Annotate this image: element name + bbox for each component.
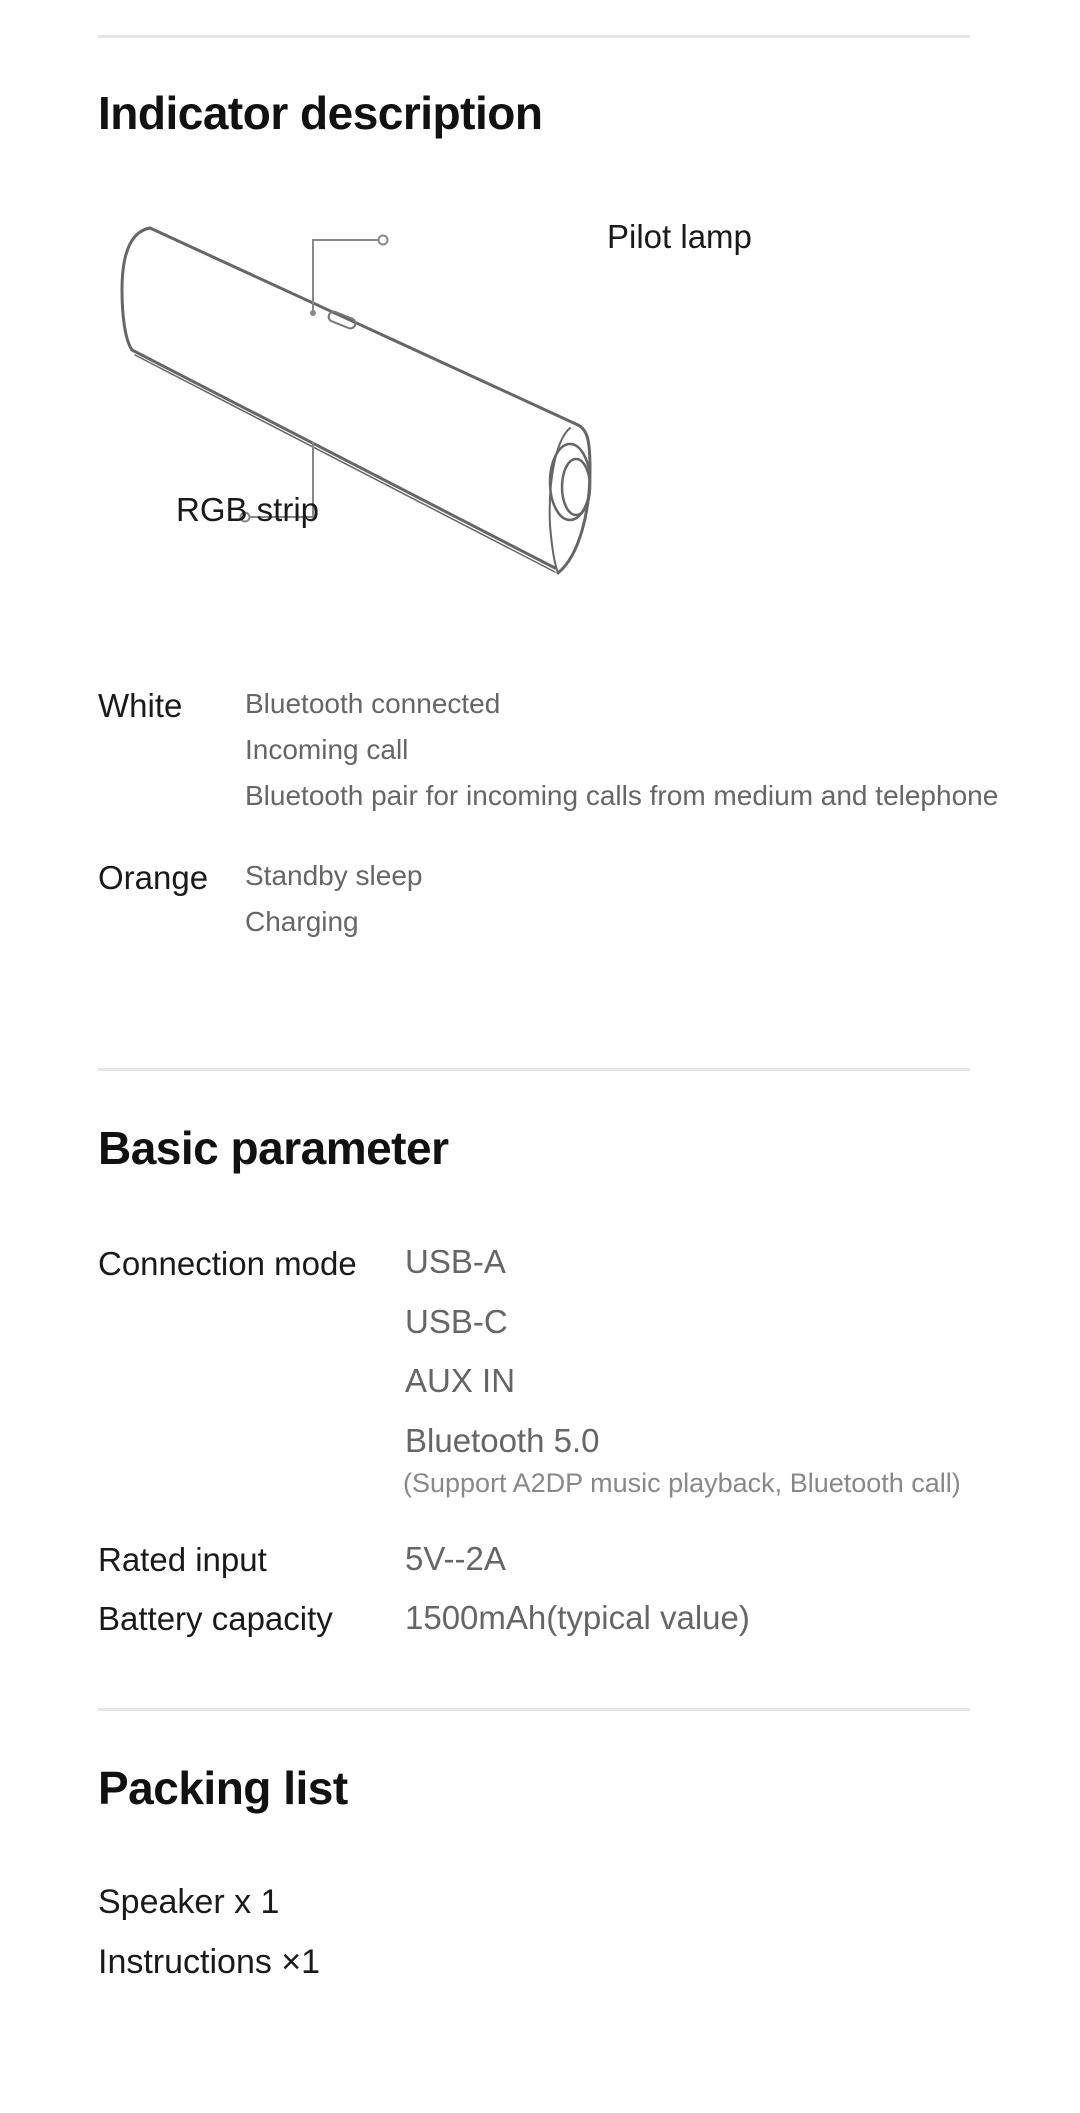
indicator-color: White [98,687,183,724]
pilot-lamp-label: Pilot lamp [607,218,752,255]
param-label: Connection mode [98,1245,357,1282]
section-divider [98,35,970,38]
param-value: Bluetooth 5.0 [405,1422,600,1459]
speaker-diagram [100,180,1000,600]
indicator-description: Incoming call [245,734,409,765]
indicator-description: Charging [245,906,359,937]
param-label: Rated input [98,1541,267,1578]
param-value: 5V--2A [405,1540,506,1577]
param-label: Battery capacity [98,1600,333,1637]
packing-list-section-title: Packing list [98,1762,348,1814]
param-value: USB-C [405,1303,508,1340]
indicator-description: Bluetooth pair for incoming calls from medium and telephone [245,780,999,811]
rgb-strip-label: RGB strip [176,491,320,528]
indicator-section-title: Indicator description [98,87,543,139]
param-value: USB-A [405,1243,506,1280]
speaker-illustration [100,180,1000,600]
packing-list-item: Speaker x 1 [98,1883,280,1921]
indicator-color: Orange [98,859,209,896]
param-note: (Support A2DP music playback, Bluetooth call) [403,1468,961,1498]
param-value: AUX IN [405,1362,516,1399]
basic-parameter-section-title: Basic parameter [98,1122,449,1174]
section-divider [98,1068,970,1071]
indicator-description: Standby sleep [245,860,423,891]
indicator-description: Bluetooth connected [245,688,501,719]
param-value: 1500mAh(typical value) [405,1599,750,1636]
section-divider [98,1708,970,1711]
packing-list-item: Instructions ×1 [98,1943,321,1981]
